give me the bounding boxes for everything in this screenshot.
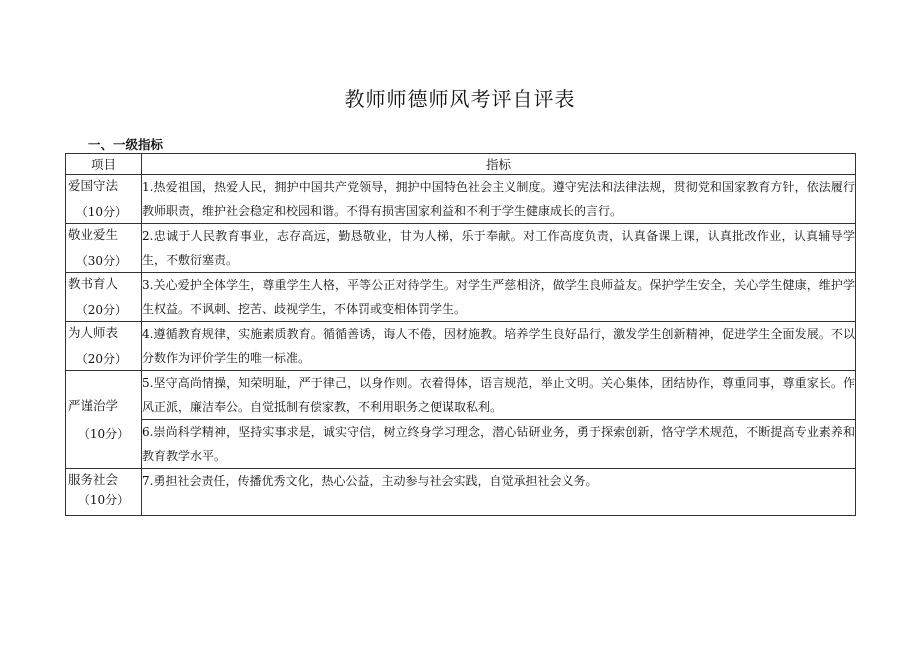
item-cell: [66, 469, 142, 516]
item-score: （20分）: [75, 303, 127, 317]
indicator-text: 5.坚守高尚情操，知荣明耻，严于律己，以身作则。衣着得体，语言规范，举止文明。关心集体，团结协作，尊重同事，尊重家长。作风正派，廉洁奉公。自觉抵制有偿家教，不利用职务之便谋取私利。: [142, 371, 856, 420]
table-row: [66, 371, 856, 420]
indicator-text: 6.崇尚科学精神，坚持实事求是，诚实守信，树立终身学习理念，潜心钻研业务，勇于探索创新，恪守学术规范，不断提高专业素养和教育教学水平。: [142, 420, 856, 469]
table-row: [66, 273, 856, 322]
item-cell: [66, 273, 142, 322]
item-cell: [66, 175, 142, 224]
item-score: （10分）: [75, 205, 127, 219]
item-name: 教书育人: [68, 276, 119, 291]
item-score: （30分）: [75, 254, 127, 268]
item-cell: [66, 224, 142, 273]
page-title: 教师师德师风考评自评表: [344, 87, 576, 112]
item-score: （10分）: [77, 426, 130, 441]
header-indicator: 指标: [142, 154, 856, 175]
item-score: （10分）: [77, 493, 130, 507]
indicator-table: [65, 153, 856, 516]
indicator-text: 1.热爱祖国，热爱人民，拥护中国共产党领导，拥护中国特色社会主义制度。遵守宪法和法律法规，贯彻党和国家教育方针，依法履行教师职责，维护社会稳定和校园和谐。不得有损害国家利益和不利于学生健康成长的言行。: [142, 175, 856, 224]
item-name: 严谨治学: [68, 397, 119, 413]
indicator-text: 4.遵循教育规律，实施素质教育。循循善诱，诲人不倦，因材施教。培养学生良好品行，激发学生创新精神，促进学生全面发展。不以分数作为评价学生的唯一标准。: [142, 322, 856, 371]
section-heading: 一、一级指标: [88, 137, 164, 152]
table-row: [66, 469, 856, 516]
item-cell: [66, 371, 142, 469]
item-name: 为人师表: [68, 325, 119, 340]
item-cell: [66, 322, 142, 371]
indicator-text: 2.忠诚于人民教育事业，志存高远，勤恳敬业，甘为人梯，乐于奉献。对工作高度负责，认真备课上课，认真批改作业，认真辅导学生，不敷衍塞责。: [142, 224, 856, 273]
indicator-text: 3.关心爱护全体学生，尊重学生人格，平等公正对待学生。对学生严慈相济，做学生良师益友。保护学生安全，关心学生健康，维护学生权益。不讽刺、挖苦、歧视学生，不体罚或变相体罚学生。: [142, 273, 856, 322]
item-name: 敬业爱生: [68, 227, 119, 242]
item-name: 爱国守法: [68, 178, 119, 193]
indicator-text: 7.勇担社会责任，传播优秀文化，热心公益，主动参与社会实践，自觉承担社会义务。: [142, 469, 856, 516]
table-row: [66, 322, 856, 371]
table-row: [66, 420, 856, 469]
table-row: [66, 175, 856, 224]
table-row: [66, 224, 856, 273]
item-name: 服务社会: [68, 472, 119, 487]
header-item: 项目: [66, 154, 142, 175]
item-score: （20分）: [75, 352, 127, 366]
